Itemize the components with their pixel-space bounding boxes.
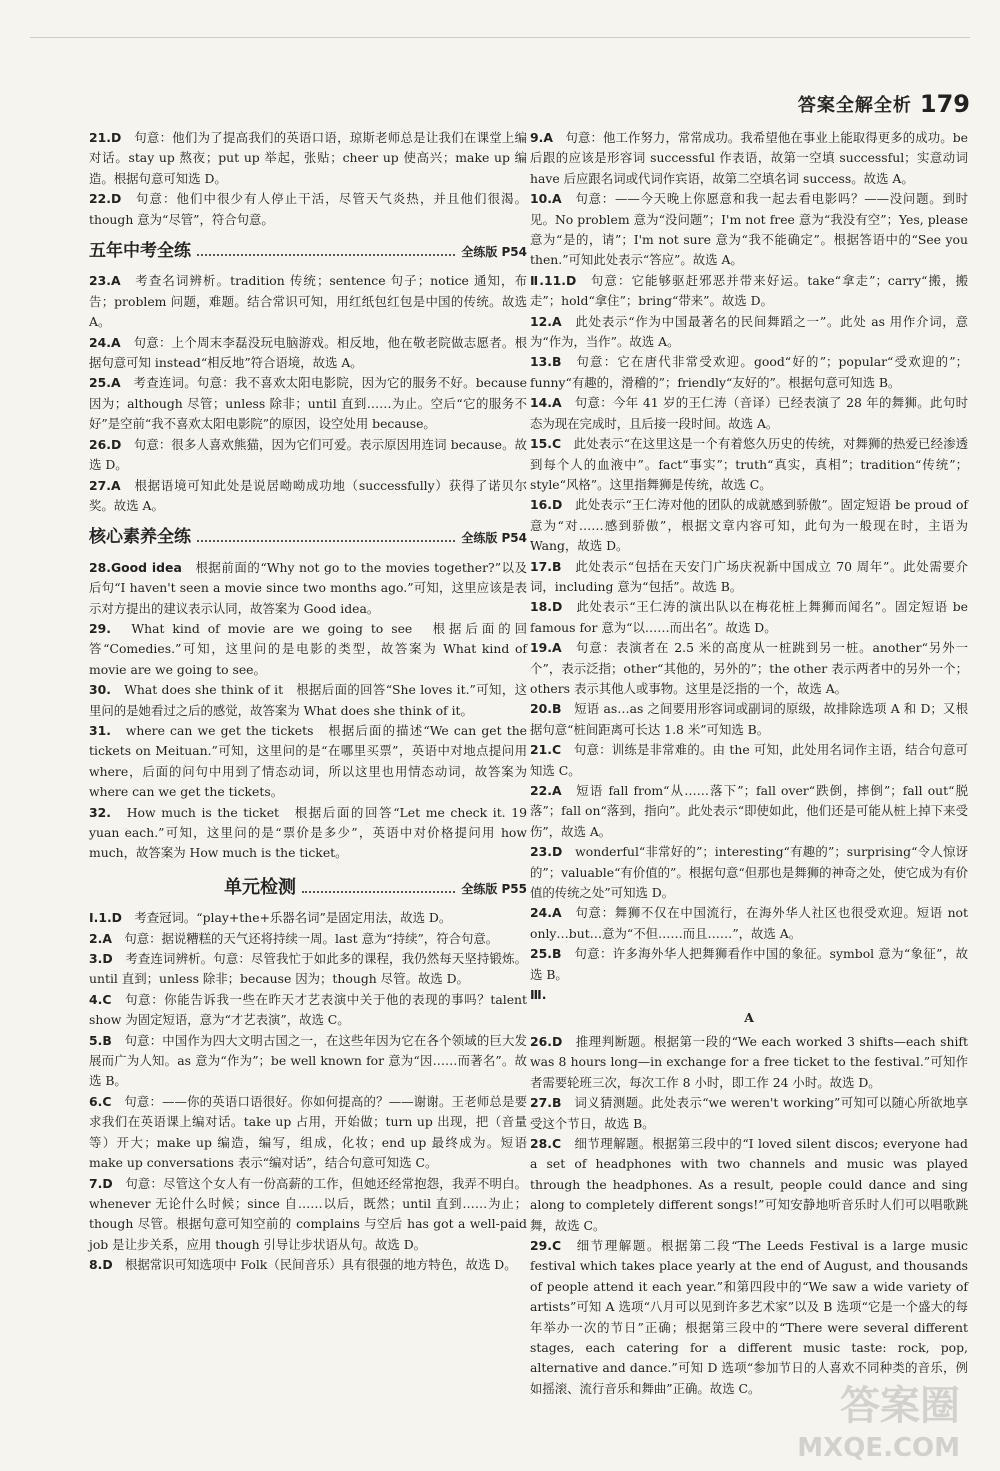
answer-text: 句意：今年 41 岁的王仁涛（音译）已经表演了 28 年的舞狮。此句时态为现在完成时，且后接一段时间。故选 A。 <box>530 395 968 431</box>
answer-item <box>89 803 527 864</box>
section-page-ref: 全练版 P54 <box>461 245 527 260</box>
part-number: Ⅲ. <box>530 987 547 1003</box>
answer-item <box>530 128 968 189</box>
answer-text: 此处表示“包括在天安门广场庆祝新中国成立 70 周年”。此处需要介词，including 意为“包括”。故选 B。 <box>530 558 969 594</box>
answer-number: 24.A <box>89 334 121 350</box>
section-leader-dots <box>197 530 455 542</box>
answer-number: 27.A <box>89 477 121 493</box>
answer-item <box>530 740 968 781</box>
answer-number: 30. <box>89 682 111 698</box>
answer-text: How much is the ticket 根据后面的回答“Let me check it. 19 yuan each.”可知，这里问的是“票价是多少”，英语中对价格提问用 how much，故答案为 How much is the ticket。 <box>89 804 527 861</box>
part-marker <box>530 985 968 1005</box>
section-leader-dots <box>302 881 455 893</box>
answer-number: 6.C <box>89 1093 112 1109</box>
answer-text: 句意：你能告诉我一些在昨天才艺表演中关于他的表现的事吗？talent show 为固定短语，意为“才艺表演”，故选 C。 <box>89 991 528 1028</box>
answer-item <box>89 929 527 949</box>
section-heading <box>89 527 527 548</box>
answer-item <box>530 1093 968 1134</box>
answer-number: 10.A <box>530 191 562 207</box>
answer-text: 句意：它能够驱赶邪恶并带来好运。take“拿走”；carry“搬，搬走”；hold“拿住”；bring“带来”。故选 D。 <box>530 272 968 309</box>
answer-text: 细节理解题。根据第三段中的“I loved silent discos; everyone had a set of headphones with two channels and music was played through the headphones. As a result, people could dance and sing along to completely different songs!”可知安静地听音乐时人们可以唱歌跳舞，故选 C。 <box>530 1135 968 1233</box>
answer-text: 句意：舞狮不仅在中国流行，在海外华人社区也很受欢迎。短语 not only…but…意为“不但……而且……”，故选 A。 <box>530 905 968 941</box>
answer-item <box>530 781 968 842</box>
answer-item <box>530 189 968 271</box>
section-heading <box>224 878 527 899</box>
answer-item <box>89 128 527 189</box>
answer-text: 考查名词辨析。tradition 传统；sentence 句子；notice 通知，布告；problem 问题，难题。结合常识可知，用红纸包红包是中国的传统。故选 A。 <box>89 273 528 330</box>
answer-item <box>89 908 527 928</box>
answer-text: 句意：据说糟糕的天气还将持续一周。last 意为“持续”，符合句意。 <box>124 930 499 946</box>
answer-text: 根据常识可知选项中 Folk（民间音乐）具有很强的地方特色，故选 D。 <box>125 1257 517 1273</box>
watermark-url: MXQE.COM <box>797 1433 960 1463</box>
answer-item <box>89 333 527 374</box>
answer-number: 12.A <box>530 313 562 329</box>
answer-text: 句意：尽管这个女人有一份高薪的工作，但她还经常抱怨，我弄不明白。whenever 无论什么时候；since 自……以后，既然；until 直到……为止；though 尽管。根据句意可知空前的 complains 与空后 has got a well-paid job 是让步关系，应用 though 引导让步状语从句。故选 D。 <box>89 1175 528 1252</box>
section-page-ref: 全练版 P55 <box>461 881 527 896</box>
answer-item <box>530 352 968 393</box>
answer-number: 25.A <box>89 375 121 391</box>
answer-item <box>89 558 527 619</box>
answer-item <box>89 1174 527 1256</box>
answer-text: 此处表示“作为中国最著名的民间舞蹈之一”。此处 as 用作介词，意为“作为，当作”。故选 A。 <box>530 313 968 350</box>
answer-item <box>530 903 968 944</box>
answer-number: 23.A <box>89 273 121 289</box>
answer-text: 考查冠词。“play+the+乐器名词”是固定用法，故选 D。 <box>134 910 452 926</box>
answer-text: 此处表示“在这里这是一个有着悠久历史的传统，对舞狮的热爱已经渗透到每个人的血液中”。fact“事实”；truth“真实，真相”；tradition“传统”；style“风格”。这里指舞狮是传统，故选 C。 <box>530 436 968 492</box>
answer-text: 根据语境可知此处是说居呦呦成功地（successfully）获得了诺贝尔奖。故选 A。 <box>89 477 527 513</box>
answer-number: 21.D <box>89 130 122 145</box>
answer-item <box>530 699 968 740</box>
answer-text: 句意：上个周末李磊没玩电脑游戏。相反地，他在敬老院做志愿者。根据句意可知 instead“相反地”符合语境，故选 A。 <box>89 334 528 371</box>
answer-text: 此处表示“王仁涛的演出队以在梅花桩上舞狮而闻名”。固定短语 be famous for 意为“以……而出名”。故选 D。 <box>530 599 969 635</box>
answer-text: 句意：——今天晚上你愿意和我一起去看电影吗？——没问题。到时见。No problem 意为“没问题”；I'm not free 意为“我没有空”；Yes, please 意为“是的，请”；I'm not sure 意为“我不能确定”。根据答语中的“See you then.”可知此处表示“答应”。故选 A。 <box>530 191 969 268</box>
answer-number: 23.D <box>530 844 563 860</box>
answer-number: 4.C <box>89 991 112 1007</box>
answer-number: 31. <box>89 722 111 738</box>
answer-number: 8.D <box>89 1257 113 1273</box>
answer-number: 7.D <box>89 1175 113 1191</box>
answer-text: 考查连词。句意：我不喜欢太阳电影院，因为它的服务不好。because 因为；although 尽管；unless 除非；until 直到……为止。空后“它的服务不好”是空前“我不喜欢太阳电影院”的原因，设空处用 because。 <box>89 375 528 432</box>
answer-item <box>89 271 527 332</box>
header-title: 答案全解全析 <box>797 95 912 116</box>
answer-text: 句意：很多人喜欢熊猫，因为它们可爱。表示原因用连词 because。故选 D。 <box>89 436 528 473</box>
answer-item <box>89 721 527 803</box>
page-number: 179 <box>919 90 970 118</box>
passage-label: A <box>744 1010 754 1026</box>
answer-item <box>530 842 968 903</box>
answer-number: 25.B <box>530 946 562 962</box>
answer-number: 26.D <box>89 436 122 452</box>
answer-item <box>89 1092 527 1174</box>
answer-item <box>530 271 968 312</box>
answer-item <box>89 619 527 680</box>
answer-text: 句意：许多海外华人把舞狮看作中国的象征。symbol 意为“象征”，故选 B。 <box>530 946 968 982</box>
answer-number: 22.A <box>530 783 562 798</box>
answer-item <box>89 680 527 721</box>
answer-text: 细节理解题。根据第二段“The Leeds Festival is a large music festival which takes place yearly at the end of August, and thousands of people attend it each year.”和第四段中的“We saw a wide variety of artists”可知 A 选项“八月可以见到许多艺术家”以及 B 选项“它是一个盛大的每年举办一次的节日”正确；根据第三段中的“There were several different stages, each catering for a different music taste: rock, pop, alternative and dance.”可知 D 选项“参加节日的人喜欢不同种类的音乐，例如摇滚、流行音乐和舞曲”正确。故选 C。 <box>530 1237 968 1396</box>
answer-number: Ⅱ.11.D <box>530 272 577 288</box>
answer-number: Ⅰ.1.D <box>89 910 122 926</box>
answer-item <box>530 312 968 353</box>
section-heading <box>89 241 527 262</box>
answer-number: 21.C <box>530 742 562 758</box>
section-title: 单元检测 <box>224 876 296 898</box>
answer-number: 13.B <box>530 354 562 370</box>
answer-number: 2.A <box>89 930 112 946</box>
answer-text: 句意：——你的英语口语很好。你如何提高的？——谢谢。王老师总是要求我们在英语课上编对话。take up 占用，开始做；turn up 出现，把（音量等）开大；make up 编造，编写，组成，化妆；end up 最终成为。短语 make up conversations 表示“编对话”，结合句意可知选 C。 <box>89 1093 528 1171</box>
answer-number: 19.A <box>530 640 562 656</box>
answer-number: 24.A <box>530 905 562 921</box>
right-column <box>530 128 968 1399</box>
section-page-ref: 全练版 P54 <box>461 531 527 546</box>
answer-text: 句意：中国作为四大文明古国之一，在这些年因为它在各个领域的巨大发展而广为人知。as 意为“作为”；be well known for 意为“因……而著名”。故选 B。 <box>89 1032 528 1089</box>
answer-item <box>530 557 968 598</box>
answer-text: wonderful“非常好的”；interesting“有趣的”；surprising“令人惊讶的”；valuable“有价值的”。根据句意“但那也是舞狮的神奇之处，使它成为有价值的传统之处”可知选 D。 <box>530 844 968 901</box>
answer-text: 句意：表演者在 2.5 米的高度从一桩跳到另一桩。another“另外一个”，表示泛指；other“其他的，另外的”；the other 表示两者中的另外一个；others 表示其他人或事物。这里是泛指的一个，故选 A。 <box>530 640 968 696</box>
answer-number: 15.C <box>530 436 562 452</box>
answer-number: 16.D <box>530 497 563 513</box>
answer-item <box>530 434 968 495</box>
answer-text: What kind of movie are we going to see 根据后面的回答“Comedies.”可知，这里问的是电影的类型，故答案为 What kind of movie are we going to see。 <box>89 620 527 677</box>
answer-number: 28.Good idea <box>89 559 182 575</box>
answer-text: 推理判断题。根据第一段的“We each worked 3 shifts—each shift was 8 hours long—in exchange for a free ticket to the festival.”可知作者需要轮班三次，每次工作 8 小时，即工作 24 小时。故选 D。 <box>530 1033 969 1090</box>
answer-number: 9.A <box>530 130 553 145</box>
answer-text: 句意：他工作努力，常常成功。我希望他在事业上能取得更多的成功。be 后跟的应该是形容词 successful 作表语，故第一空填 successful；实意动词 have 后应跟名词或代词作宾语，故第二空填名词 success。故选 A。 <box>530 130 969 186</box>
answer-item <box>89 373 527 434</box>
answer-item <box>530 944 968 985</box>
answer-number: 27.B <box>530 1095 562 1111</box>
answer-item <box>530 1032 968 1093</box>
answer-number: 32. <box>89 804 111 820</box>
answer-item <box>89 476 527 517</box>
answer-item <box>89 1031 527 1092</box>
answer-text: 句意：训练是非常难的。由 the 可知，此处用名词作主语，结合句意可知选 C。 <box>530 742 969 778</box>
answer-text: 此处表示“王仁涛对他的团队的成就感到骄傲”。固定短语 be proud of 意为“对……感到骄傲”，根据文章内容可知，此句为一般现在时，主语为 Wang，故选 D。 <box>530 497 968 554</box>
answer-item <box>89 990 527 1031</box>
answer-number: 18.D <box>530 599 563 615</box>
answer-text: 词义猜测题。此处表示“we weren't working”可知可以随心所欲地享受这个节日，故选 B。 <box>530 1095 968 1131</box>
answer-item <box>530 1134 968 1236</box>
page-header <box>798 90 970 118</box>
answer-text: 句意：他们为了提高我们的英语口语，琼斯老师总是让我们在课堂上编对话。stay up 熬夜；put up 举起，张贴；cheer up 使高兴；make up 编造。根据句意可知选 D。 <box>89 130 527 186</box>
answer-text: where can we get the tickets 根据后面的描述“We can get the tickets on Meituan.”可知，这里问的是“在哪里买票”，英语中对地点提问用 where，后面的问句中用到了情态动词，所以这里也用情态动词，故答案为 where can we get the tickets。 <box>89 722 528 800</box>
top-rule <box>30 37 970 38</box>
left-column <box>89 128 527 1276</box>
section-leader-dots <box>197 244 455 256</box>
answer-number: 20.B <box>530 701 562 717</box>
answer-number: 29. <box>89 620 111 636</box>
answer-text: 短语 as…as 之间要用形容词或副词的原级，故排除选项 A 和 D；又根据句意“桩间距离可长达 1.8 米”可知选 B。 <box>530 701 968 737</box>
answer-number: 3.D <box>89 951 113 967</box>
answer-item <box>530 495 968 556</box>
answer-number: 29.C <box>530 1237 562 1253</box>
answer-text: 根据前面的“Why not go to the movies together?”以及后句“I haven't seen a movie since two months ago.”可知，这里应该是表示对方提出的建议表示认同，故答案为 Good idea。 <box>89 559 528 616</box>
answer-number: 17.B <box>530 558 562 574</box>
watermark-logo: 答案圈 <box>840 1383 960 1429</box>
section-title: 核心素养全练 <box>89 527 191 548</box>
section-title: 五年中考全练 <box>89 241 191 262</box>
answer-item <box>530 597 968 638</box>
answer-text: 句意：他们中很少有人停止干活，尽管天气炎热，并且他们很渴。though 意为“尽管”，符合句意。 <box>89 191 528 227</box>
answer-text: 短语 fall from“从……落下”；fall over“跌倒，摔倒”；fall out“脱落”；fall on“落到，指向”。此处表示“即使如此，他们还是可能从桩上掉下来受伤”，故选 A。 <box>530 783 968 839</box>
answer-item <box>89 435 527 476</box>
answer-item <box>89 189 527 230</box>
answer-number: 5.B <box>89 1032 112 1048</box>
answer-text: What does she think of it 根据后面的回答“She loves it.”可知，这里问的是她看过之后的感觉，故答案为 What does she think of it。 <box>89 682 527 718</box>
answer-number: 14.A <box>530 395 562 411</box>
answer-item <box>89 1255 527 1275</box>
answer-text: 句意：它在唐代非常受欢迎。good“好的”；popular“受欢迎的”；funny“有趣的，滑稽的”；friendly“友好的”。根据句意可知选 B。 <box>530 354 969 390</box>
answer-number: 28.C <box>530 1135 562 1151</box>
answer-number: 22.D <box>89 191 122 207</box>
answer-text: 考查连词辨析。句意：尽管我忙于如此多的课程，我仍然每天坚持锻炼。until 直到；unless 除非；because 因为；though 尽管。故选 D。 <box>89 951 528 987</box>
answer-item <box>530 393 968 434</box>
answer-item <box>530 638 968 699</box>
answer-item <box>89 949 527 990</box>
answer-number: 26.D <box>530 1033 563 1049</box>
